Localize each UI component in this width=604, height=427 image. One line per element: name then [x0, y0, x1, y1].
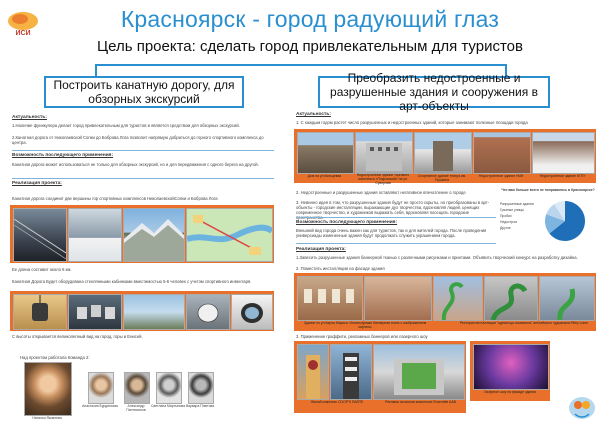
- octopus-caption: Ресторан инсталляция "щупальца осьминога" английского художника Filthy Luker: [459, 321, 589, 325]
- cabin-photo-4: [186, 294, 230, 330]
- right-photo-frame-1: [294, 129, 596, 183]
- team-name-2: Анастасия Бурдинская: [82, 404, 118, 408]
- left-actuality-label: Актуальность:: [12, 115, 47, 120]
- left-separator-1: [12, 150, 274, 151]
- legend-item-3: Пробки: [500, 214, 512, 218]
- route-map: [186, 208, 273, 262]
- advert-caption: Реклама на жилом комплексе Ensemble AAB: [385, 400, 456, 404]
- building-photo-2: [355, 132, 413, 174]
- left-actuality-2: 2.Канатная дорога от Николаевской Сопки до Боброва Лога позволит напрямую добраться до горного спортивного комплекса до центра.: [12, 135, 264, 145]
- team-name-1: Наталья Яковлева: [32, 416, 62, 420]
- team-name-3: Александр Пантюхинов: [126, 404, 146, 412]
- team-label: Над проектом работала Команда 2:: [20, 355, 90, 360]
- left-usage-label: Возможность последующего применения:: [12, 153, 114, 158]
- legend-item-4: Недострои: [500, 220, 518, 224]
- building-photo-3: [414, 132, 472, 174]
- laser-show-photo: [473, 344, 549, 390]
- right-usage-label: Возможность последующего применения:: [296, 220, 398, 225]
- left-realization-label: Реализация проекта:: [12, 181, 62, 186]
- facade-caption: Здание по ул.Карла Маркса. Используемая баннерная ткань с изображением картины: [303, 321, 427, 329]
- team-photo-5: [188, 372, 214, 404]
- ropeway-photo-1: [13, 208, 67, 262]
- right-actuality-label: Актуальность:: [296, 112, 331, 117]
- isi-logo: [6, 10, 40, 38]
- building-caption-4: Недостроенное здание НИИ: [478, 174, 524, 178]
- building-caption-5: Недостроенное здание КГПУ: [539, 174, 586, 178]
- legend-item-2: Грязные улицы: [500, 208, 524, 212]
- left-length-text: Ее длина составит около 6 км.: [12, 267, 72, 272]
- facade-photo-1: [297, 276, 363, 321]
- page-title: Красноярск - город радующий глаз: [120, 6, 500, 32]
- cabin-photo-5: [231, 294, 273, 330]
- team-name-4: Светлана Мартынова: [151, 404, 185, 408]
- octopus-photo-2: [484, 276, 538, 321]
- octopus-photo-1: [433, 276, 483, 321]
- left-usage-text: Канатная дорога может использоваться не только для обзорных экскурсий, но и для передвижения с одного берега на другой.: [12, 162, 259, 167]
- right-real-1: 1.Завесить разрушенные здания баннерной тканью с различными рисунками и принтами. Объявить творческий конкурс на разработку дизайна.: [296, 255, 578, 260]
- svg-text:ИСИ: ИСИ: [15, 30, 31, 37]
- right-photo-frame-2: [294, 273, 596, 331]
- octopus-photo-3: [539, 276, 595, 321]
- left-view-text: С высоты открывается великолепный вид на город, горы и Енисей.: [12, 334, 143, 339]
- left-goal-box: [44, 76, 244, 108]
- survey-legend: [500, 202, 540, 230]
- right-actuality-3: 3. Невинно идея в том, что разрушенные здания будут не просто скрыты, но преобразованы в арт-объекты - городские инсталляции, выражающие дух творчества, вдохновляя людей, ценящих современное творчество, и художников выражать себя, вдохновляя посещать городские: [296, 200, 490, 215]
- team-name-5: Варвара Пнютова: [185, 404, 215, 408]
- team-photo-1: [24, 362, 72, 416]
- survey-chart: [500, 188, 596, 246]
- mountain-photo: [123, 208, 185, 262]
- building-photo-4: [473, 132, 531, 174]
- right-separator-2: [296, 243, 496, 244]
- building-caption-2: Недостроенное здание торгового комплекса «Покровский» на ул. Суворова: [356, 173, 410, 185]
- right-actuality-1: 1. С каждым годом растет число разрушенных и недостроенных зданий, которые занимают полезные площади города: [296, 120, 528, 125]
- legend-item-5: Другое: [500, 226, 511, 230]
- laser-photo-frame: [470, 341, 550, 401]
- connector-left: [95, 64, 97, 76]
- team-photo-2: [88, 372, 114, 404]
- graffiti-photo-1: [297, 344, 329, 400]
- facade-photo-2: [364, 276, 432, 321]
- left-photo-frame-1: [10, 205, 274, 263]
- left-separator-2: [12, 178, 274, 179]
- connector-bar: [95, 64, 507, 66]
- right-usage-text: Внешний вид города очень важен как для туристов, так и для жителей города. После проведения универсиады измененные здания будут продолжать служить украшением города.: [296, 228, 487, 238]
- right-goal-box: [318, 71, 550, 113]
- right-realization-label: Реализация проекта:: [296, 247, 346, 252]
- building-photo-5: [532, 132, 595, 174]
- right-real-2: 2. Поместить инсталляции на фасаде здания: [296, 266, 385, 271]
- right-real-3: 3. Применение граффити, рекламных баннеров или лазерного шоу: [296, 334, 428, 339]
- survey-chart-title: Что вам больше всего не понравилось в Красноярске?: [501, 188, 595, 192]
- ropeway-photo-2: [68, 208, 122, 262]
- legend-item-1: Разрушенные здания: [500, 202, 534, 206]
- graffiti-caption: Жилой комплекс СООР'S ПАЙТЕ: [310, 400, 364, 404]
- cabin-photo-2: [68, 294, 122, 330]
- left-actuality-1: 1.Наличие фуникулера делает город привлекательным для туристов и является средством для обзорных экскурсий.: [12, 123, 240, 128]
- left-cabins-text: Канатная Дорога Будет оборудована стеклянными кабинками вместимостью 5-6 человек с учетом спортивного инвентаря.: [12, 279, 252, 284]
- right-photo-frame-3: [294, 341, 466, 413]
- team-photo-4: [156, 372, 182, 404]
- mascot-logo: [566, 392, 598, 422]
- cabin-photo-3: [123, 294, 185, 330]
- building-caption-1: Дом на ул.Кольцевая: [307, 174, 342, 178]
- team-photo-3: [124, 372, 150, 404]
- right-separator-1: [296, 217, 496, 218]
- advert-photo: [373, 344, 465, 400]
- laser-caption: Лазерное шоу на фасаде здания: [484, 390, 536, 394]
- left-goal-title: Построить канатную дорогу, для обзорных экскурсий: [53, 78, 235, 106]
- right-actuality-2: 2. Недостроенные и разрушенные здания оставляют негативное впечатление о городе: [296, 190, 466, 195]
- building-photo-1: [297, 132, 354, 174]
- page-subtitle: Цель проекта: сделать город привлекательным для туристов: [97, 38, 523, 55]
- left-photo-frame-2: [10, 291, 274, 331]
- left-realization-text: Канатная дорога соединит две вершины гор спортивных комплексов НиколаевскойСопки и Боброва Лога: [12, 196, 218, 201]
- building-caption-3: Спортивное здание театра им. Пушкина: [417, 174, 467, 182]
- right-goal-title: Преобразить недостроенные и разрушенные здания и сооружения в арт-объекты: [330, 71, 538, 113]
- graffiti-photo-2: [330, 344, 372, 400]
- cabin-photo-1: [13, 294, 67, 330]
